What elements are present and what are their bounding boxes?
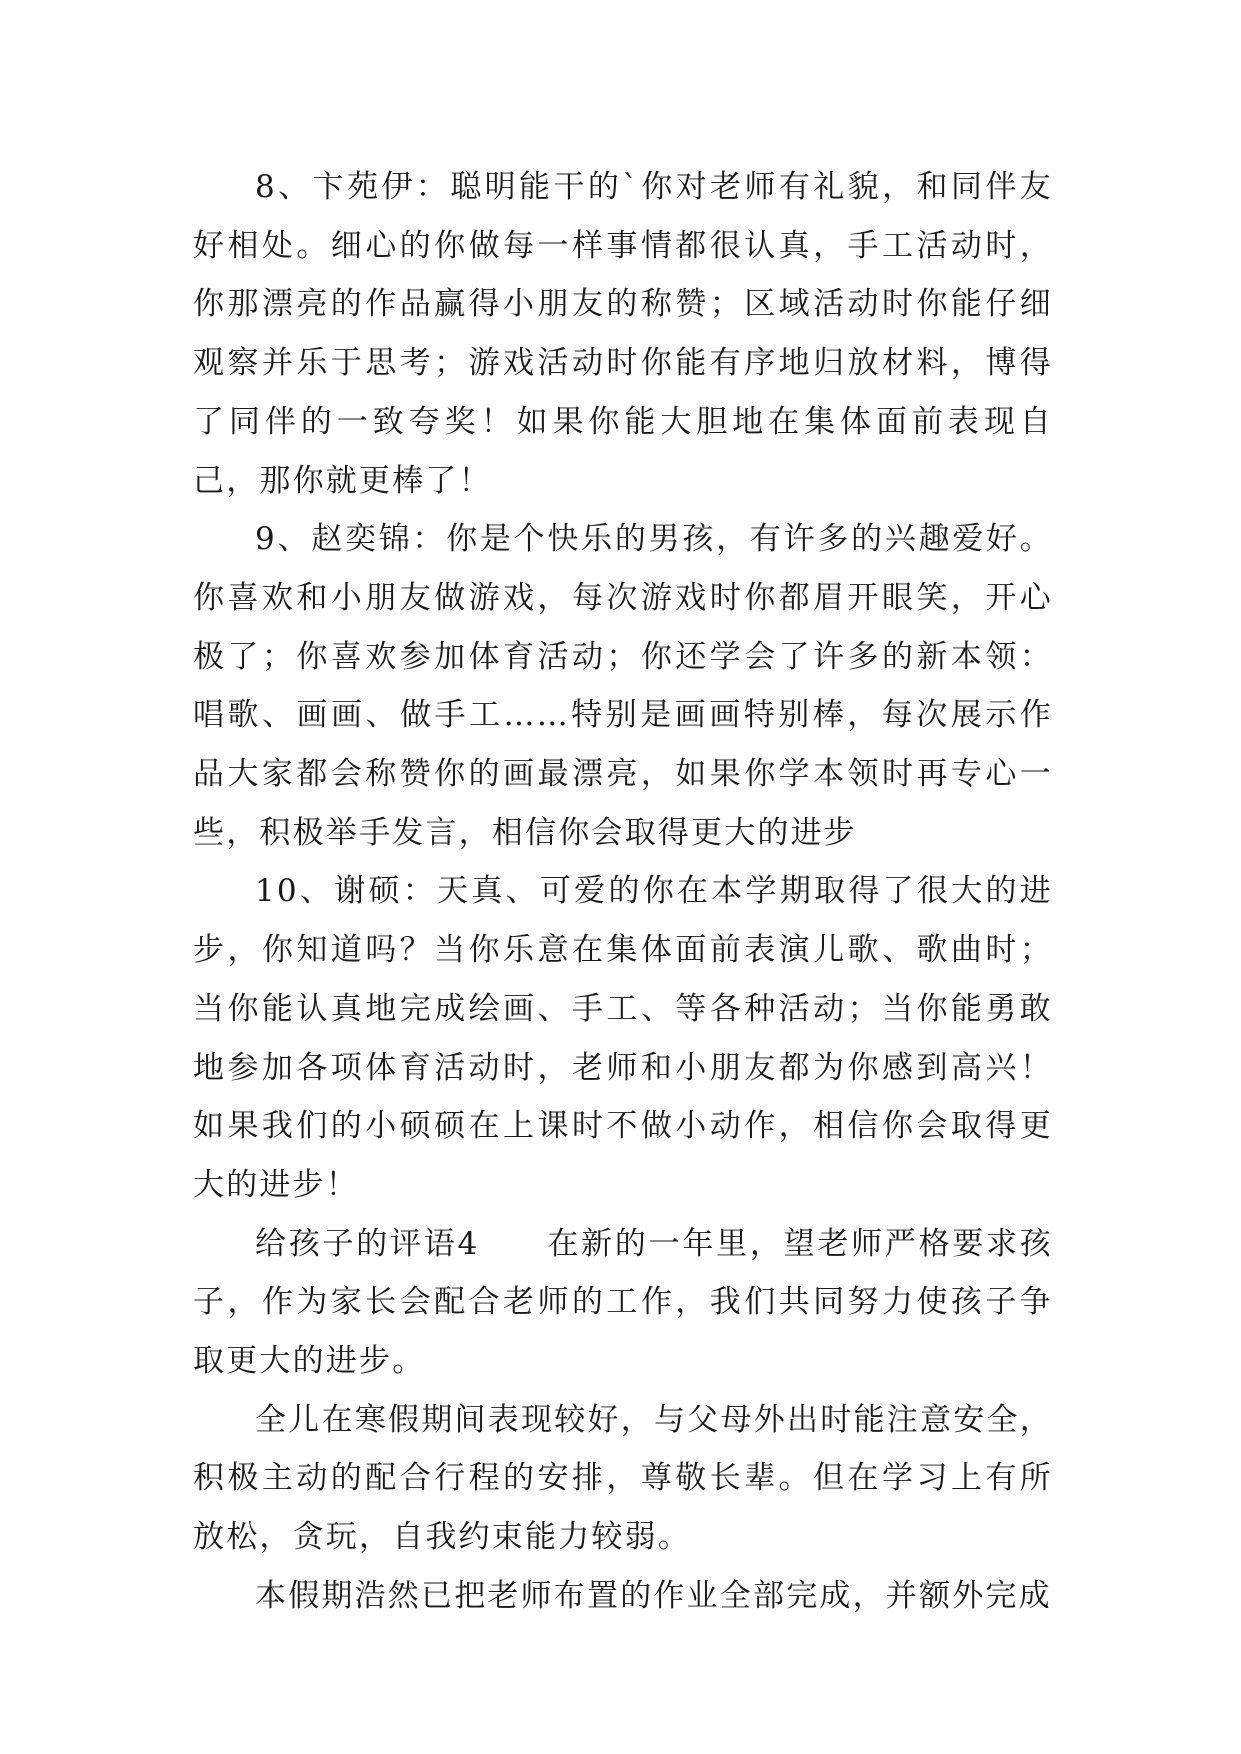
section-paragraph-4: 给孩子的评语4 在新的一年里，望老师严格要求孩子，作为家长会配合老师的工作，我们共同努力使孩子争取更大的进步。 [193, 1225, 1053, 1380]
comment-paragraph-8: 8、卞苑伊：聪明能干的`你对老师有礼貌，和同伴友好相处。细心的你做每一样事情都很认真，手工活动时，你那漂亮的作品赢得小朋友的称赞；区域活动时你能仔细观察并乐于思考；游戏活动时你能有序地归放材料，博得了同伴的一致夸奖！如果你能大胆地在集体面前表现自己，那你就更棒了！ [193, 169, 1053, 499]
body-paragraph: 本假期浩然已把老师布置的作业全部完成，并额外完成 [255, 1577, 1052, 1614]
body-paragraph: 全儿在寒假期间表现较好，与父母外出时能注意安全，积极主动的配合行程的安排，尊敬长辈。但在学习上有所放松，贪玩，自我约束能力较弱。 [193, 1401, 1053, 1556]
document-page [193, 158, 1053, 1626]
comment-paragraph-10: 10、谢硕：天真、可爱的你在本学期取得了很大的进步，你知道吗？当你乐意在集体面前表演儿歌、歌曲时；当你能认真地完成绘画、手工、等各种活动；当你能勇敢地参加各项体育活动时，老师和小朋友都为你感到高兴！如果我们的小硕硕在上课时不做小动作，相信你会取得更大的进步！ [193, 873, 1053, 1203]
comment-paragraph-9: 9、赵奕锦：你是个快乐的男孩，有许多的兴趣爱好。你喜欢和小朋友做游戏，每次游戏时你都眉开眼笑，开心极了；你喜欢参加体育活动；你还学会了许多的新本领：唱歌、画画、做手工……特别是画画特别棒，每次展示作品大家都会称赞你的画最漂亮，如果你学本领时再专心一些，积极举手发言，相信你会取得更大的进步 [193, 521, 1053, 851]
